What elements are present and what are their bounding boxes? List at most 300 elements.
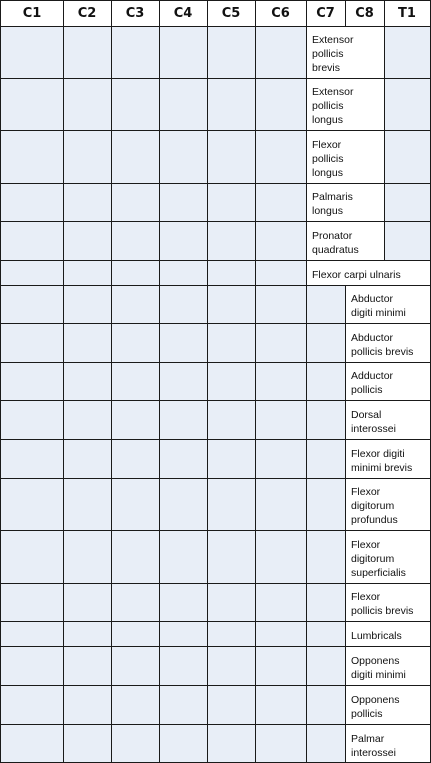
row-divider: [0, 685, 431, 686]
table-cell: [63, 478, 111, 530]
column-divider: [345, 530, 346, 583]
column-divider: [345, 439, 346, 478]
column-divider: [159, 285, 160, 323]
table-cell: [207, 78, 255, 130]
muscle-label: Pronator quadratus: [306, 221, 384, 260]
table-cell: [111, 323, 159, 362]
muscle-label: Flexor digitorum profundus: [345, 478, 430, 530]
column-divider: [63, 478, 64, 530]
table-cell: [111, 78, 159, 130]
column-divider: [111, 530, 112, 583]
column-divider: [306, 260, 307, 285]
table-cell: [255, 78, 306, 130]
column-divider: [306, 724, 307, 763]
table-cell: [255, 221, 306, 260]
column-divider: [63, 530, 64, 583]
table-cell: [63, 583, 111, 621]
table-cell: [1, 646, 63, 685]
table-cell: [207, 183, 255, 221]
column-divider: [111, 285, 112, 323]
column-divider: [63, 183, 64, 221]
table-cell: [111, 260, 159, 285]
column-divider: [255, 78, 256, 130]
table-cell: [159, 26, 207, 78]
table-cell: [111, 621, 159, 646]
column-divider: [63, 362, 64, 400]
table-cell: [1, 400, 63, 439]
row-divider: [0, 646, 431, 647]
table-cell: [255, 621, 306, 646]
column-divider: [159, 260, 160, 285]
column-divider: [111, 685, 112, 724]
column-divider: [159, 685, 160, 724]
table-cell: [111, 285, 159, 323]
row-divider: [0, 478, 431, 479]
table-cell: [63, 260, 111, 285]
column-divider: [384, 130, 385, 183]
table-cell: [63, 530, 111, 583]
column-divider: [306, 362, 307, 400]
table-cell: [159, 221, 207, 260]
table-cell: [111, 646, 159, 685]
column-divider: [345, 478, 346, 530]
table-cell: [384, 183, 430, 221]
table-cell: [111, 439, 159, 478]
column-divider: [207, 323, 208, 362]
table-cell: [1, 362, 63, 400]
table-cell: [1, 26, 63, 78]
column-divider: [306, 285, 307, 323]
muscle-label: Flexor digitorum superficialis: [345, 530, 430, 583]
table-cell: [159, 78, 207, 130]
column-divider: [207, 583, 208, 621]
muscle-label: Extensor pollicis brevis: [306, 26, 384, 78]
column-divider: [159, 724, 160, 763]
table-cell: [306, 724, 345, 763]
column-divider: [306, 323, 307, 362]
table-cell: [306, 323, 345, 362]
table-cell: [159, 183, 207, 221]
table-cell: [207, 583, 255, 621]
column-divider: [111, 0, 112, 26]
column-divider: [255, 183, 256, 221]
muscle-label: Opponens pollicis: [345, 685, 430, 724]
column-divider: [306, 439, 307, 478]
row-divider: [0, 0, 431, 1]
muscle-label: Abductor pollicis brevis: [345, 323, 430, 362]
column-divider: [159, 478, 160, 530]
column-divider: [159, 323, 160, 362]
column-divider: [207, 183, 208, 221]
column-divider: [345, 362, 346, 400]
table-cell: [384, 78, 430, 130]
column-divider: [384, 0, 385, 26]
table-cell: [159, 621, 207, 646]
table-cell: [255, 362, 306, 400]
column-divider: [306, 26, 307, 78]
table-cell: [63, 323, 111, 362]
column-divider: [207, 530, 208, 583]
table-cell: [255, 530, 306, 583]
table-cell: [255, 646, 306, 685]
column-divider: [255, 530, 256, 583]
row-divider: [0, 439, 431, 440]
table-cell: [255, 285, 306, 323]
column-divider: [63, 400, 64, 439]
table-cell: [306, 530, 345, 583]
muscle-label: Dorsal interossei: [345, 400, 430, 439]
table-cell: [1, 621, 63, 646]
column-divider: [207, 26, 208, 78]
table-cell: [159, 439, 207, 478]
table-cell: [207, 439, 255, 478]
column-divider: [159, 621, 160, 646]
table-cell: [1, 439, 63, 478]
table-cell: [255, 478, 306, 530]
column-divider: [345, 285, 346, 323]
table-cell: [63, 130, 111, 183]
column-divider: [111, 26, 112, 78]
column-header-t1: T1: [384, 1, 430, 26]
table-cell: [255, 439, 306, 478]
column-divider: [306, 646, 307, 685]
table-cell: [255, 685, 306, 724]
column-divider: [345, 400, 346, 439]
column-divider: [207, 0, 208, 26]
table-cell: [207, 221, 255, 260]
table-cell: [207, 646, 255, 685]
table-cell: [1, 724, 63, 763]
column-divider: [159, 26, 160, 78]
column-divider: [111, 362, 112, 400]
column-header-c2: C2: [63, 1, 111, 26]
table-cell: [207, 724, 255, 763]
column-divider: [345, 685, 346, 724]
column-divider: [63, 646, 64, 685]
muscle-label: Flexor pollicis brevis: [345, 583, 430, 621]
table-cell: [159, 130, 207, 183]
row-divider: [0, 400, 431, 401]
table-cell: [111, 362, 159, 400]
row-divider: [0, 724, 431, 725]
table-cell: [207, 478, 255, 530]
table-cell: [63, 685, 111, 724]
column-divider: [207, 439, 208, 478]
column-divider: [63, 130, 64, 183]
column-divider: [207, 685, 208, 724]
column-divider: [345, 0, 346, 26]
table-cell: [63, 362, 111, 400]
table-cell: [306, 285, 345, 323]
column-divider: [63, 26, 64, 78]
column-divider: [255, 646, 256, 685]
column-divider: [111, 221, 112, 260]
table-cell: [207, 685, 255, 724]
table-cell: [207, 621, 255, 646]
column-divider: [111, 439, 112, 478]
column-divider: [345, 583, 346, 621]
column-divider: [63, 260, 64, 285]
table-cell: [1, 323, 63, 362]
column-divider: [159, 583, 160, 621]
column-divider: [255, 26, 256, 78]
table-cell: [1, 285, 63, 323]
column-divider: [0, 0, 1, 763]
table-cell: [159, 400, 207, 439]
column-divider: [207, 362, 208, 400]
column-divider: [111, 400, 112, 439]
muscle-label: Flexor pollicis longus: [306, 130, 384, 183]
column-divider: [63, 0, 64, 26]
column-divider: [384, 78, 385, 130]
column-header-c3: C3: [111, 1, 159, 26]
column-divider: [207, 78, 208, 130]
table-cell: [255, 724, 306, 763]
column-divider: [384, 183, 385, 221]
table-cell: [159, 323, 207, 362]
table-cell: [63, 646, 111, 685]
table-cell: [159, 530, 207, 583]
column-divider: [63, 685, 64, 724]
table-cell: [63, 221, 111, 260]
row-divider: [0, 621, 431, 622]
table-cell: [255, 400, 306, 439]
column-divider: [63, 285, 64, 323]
table-cell: [1, 130, 63, 183]
table-cell: [111, 685, 159, 724]
column-divider: [207, 130, 208, 183]
column-divider: [111, 621, 112, 646]
table-cell: [159, 646, 207, 685]
column-divider: [255, 621, 256, 646]
column-divider: [306, 478, 307, 530]
row-divider: [0, 26, 431, 27]
column-divider: [255, 285, 256, 323]
column-divider: [255, 362, 256, 400]
column-divider: [63, 323, 64, 362]
column-header-c5: C5: [207, 1, 255, 26]
table-cell: [63, 285, 111, 323]
muscle-label: Extensor pollicis longus: [306, 78, 384, 130]
row-divider: [0, 530, 431, 531]
column-divider: [207, 400, 208, 439]
table-cell: [255, 260, 306, 285]
table-cell: [63, 724, 111, 763]
column-divider: [207, 260, 208, 285]
column-divider: [63, 78, 64, 130]
table-cell: [111, 400, 159, 439]
muscle-label: Abductor digiti minimi: [345, 285, 430, 323]
column-divider: [345, 646, 346, 685]
column-divider: [255, 724, 256, 763]
column-divider: [159, 183, 160, 221]
column-divider: [111, 183, 112, 221]
column-divider: [207, 285, 208, 323]
table-cell: [159, 685, 207, 724]
column-divider: [255, 323, 256, 362]
table-cell: [1, 685, 63, 724]
table-cell: [159, 260, 207, 285]
column-header-c1: C1: [1, 1, 63, 26]
column-divider: [111, 130, 112, 183]
column-divider: [63, 583, 64, 621]
table-cell: [384, 221, 430, 260]
column-divider: [306, 183, 307, 221]
table-cell: [384, 26, 430, 78]
row-divider: [0, 221, 431, 222]
table-cell: [1, 583, 63, 621]
table-cell: [207, 26, 255, 78]
column-divider: [63, 724, 64, 763]
table-cell: [1, 260, 63, 285]
table-cell: [1, 183, 63, 221]
column-divider: [255, 400, 256, 439]
column-divider: [306, 400, 307, 439]
table-cell: [1, 530, 63, 583]
table-cell: [63, 621, 111, 646]
table-cell: [306, 362, 345, 400]
column-divider: [63, 621, 64, 646]
table-cell: [63, 26, 111, 78]
muscle-label: Palmaris longus: [306, 183, 384, 221]
table-cell: [306, 646, 345, 685]
column-divider: [345, 724, 346, 763]
column-divider: [159, 530, 160, 583]
column-divider: [255, 478, 256, 530]
table-cell: [306, 583, 345, 621]
table-cell: [63, 400, 111, 439]
row-divider: [0, 323, 431, 324]
table-cell: [111, 26, 159, 78]
row-divider: [0, 78, 431, 79]
column-divider: [306, 685, 307, 724]
table-cell: [159, 583, 207, 621]
column-divider: [255, 221, 256, 260]
table-cell: [111, 724, 159, 763]
column-divider: [345, 323, 346, 362]
column-divider: [111, 260, 112, 285]
table-cell: [207, 130, 255, 183]
column-header-c8: C8: [345, 1, 384, 26]
muscle-label: Palmar interossei: [345, 724, 430, 763]
column-divider: [306, 221, 307, 260]
column-divider: [306, 583, 307, 621]
table-cell: [111, 583, 159, 621]
table-cell: [255, 183, 306, 221]
table-cell: [255, 130, 306, 183]
column-divider: [255, 0, 256, 26]
column-divider: [207, 221, 208, 260]
table-cell: [207, 530, 255, 583]
column-divider: [306, 78, 307, 130]
column-divider: [306, 130, 307, 183]
column-divider: [207, 478, 208, 530]
muscle-label: Lumbricals: [345, 621, 430, 646]
table-cell: [159, 724, 207, 763]
column-divider: [159, 78, 160, 130]
table-cell: [111, 130, 159, 183]
table-cell: [63, 183, 111, 221]
column-divider: [111, 724, 112, 763]
column-divider: [306, 530, 307, 583]
muscle-label: Opponens digiti minimi: [345, 646, 430, 685]
table-cell: [255, 26, 306, 78]
table-cell: [306, 621, 345, 646]
table-cell: [159, 362, 207, 400]
table-cell: [306, 685, 345, 724]
muscle-label: Adductor pollicis: [345, 362, 430, 400]
table-cell: [207, 285, 255, 323]
table-cell: [306, 400, 345, 439]
column-divider: [207, 724, 208, 763]
column-divider: [255, 260, 256, 285]
table-cell: [207, 260, 255, 285]
table-cell: [111, 221, 159, 260]
column-divider: [111, 583, 112, 621]
column-divider: [159, 221, 160, 260]
row-divider: [0, 260, 431, 261]
table-cell: [111, 478, 159, 530]
column-divider: [159, 362, 160, 400]
column-header-c4: C4: [159, 1, 207, 26]
column-divider: [159, 439, 160, 478]
column-divider: [159, 400, 160, 439]
column-divider: [111, 78, 112, 130]
column-header-c6: C6: [255, 1, 306, 26]
table-cell: [384, 130, 430, 183]
row-divider: [0, 183, 431, 184]
column-divider: [63, 439, 64, 478]
table-cell: [1, 78, 63, 130]
column-divider: [111, 478, 112, 530]
column-divider: [159, 130, 160, 183]
column-divider: [384, 26, 385, 78]
table-cell: [1, 221, 63, 260]
column-divider: [306, 621, 307, 646]
table-cell: [255, 583, 306, 621]
row-divider: [0, 285, 431, 286]
table-cell: [306, 439, 345, 478]
column-divider: [111, 646, 112, 685]
column-divider: [306, 0, 307, 26]
table-cell: [63, 78, 111, 130]
row-divider: [0, 583, 431, 584]
column-divider: [111, 323, 112, 362]
column-divider: [207, 621, 208, 646]
column-divider: [207, 646, 208, 685]
row-divider: [0, 362, 431, 363]
muscle-label: Flexor carpi ulnaris: [306, 260, 430, 285]
column-divider: [255, 685, 256, 724]
column-divider: [159, 646, 160, 685]
table-cell: [207, 400, 255, 439]
muscle-label: Flexor digiti minimi brevis: [345, 439, 430, 478]
column-header-c7: C7: [306, 1, 345, 26]
column-divider: [384, 221, 385, 260]
table-cell: [111, 183, 159, 221]
column-divider: [159, 0, 160, 26]
row-divider: [0, 130, 431, 131]
table-cell: [159, 285, 207, 323]
table-cell: [255, 323, 306, 362]
table-cell: [1, 478, 63, 530]
table-cell: [63, 439, 111, 478]
column-divider: [255, 583, 256, 621]
table-cell: [207, 362, 255, 400]
table-cell: [306, 478, 345, 530]
column-divider: [255, 130, 256, 183]
column-divider: [63, 221, 64, 260]
